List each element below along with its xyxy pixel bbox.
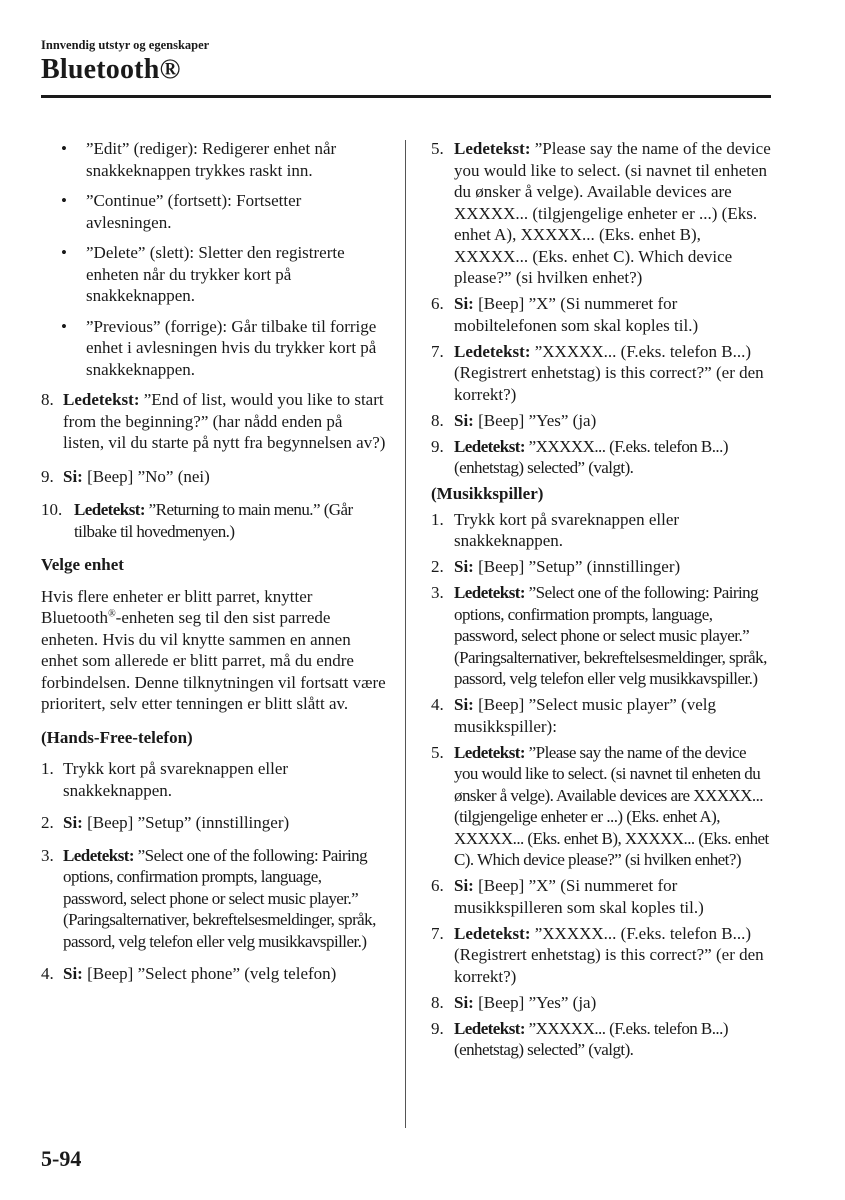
list-item: 3. Ledetekst: ”Select one of the following: Pairing options, confirmation prompts, language, password, select phone or select music player.” (Paringsalternativer, bekreftelsesmeldinger, språk, passord, velg telefon eller velg musikkavspiller.) — [431, 583, 767, 688]
list-item: 1. Trykk kort på svareknappen eller snakkeknappen. — [431, 509, 680, 550]
right-column — [431, 138, 773, 1065]
list-item: 7. Ledetekst: ”XXXXX... (F.eks. telefon B...) (Registrert enhetstag) is this correct?” (er den korrekt?) — [431, 923, 764, 986]
list-item: 9. Ledetekst: ”XXXXX... (F.eks. telefon B...) (enhetstag) selected” (valgt). — [431, 436, 728, 477]
title-rule — [41, 95, 771, 98]
section-heading: Velge enhet — [41, 555, 124, 574]
page-number: 5-94 — [41, 1146, 82, 1171]
list-item: 9. Si: [Beep] ”No” (nei) — [41, 466, 210, 486]
bullet-item: • ”Edit” (rediger): Redigerer enhet når snakkeknappen trykkes raskt inn. — [61, 139, 337, 180]
list-item: 8. Si: [Beep] ”Yes” (ja) — [431, 992, 597, 1012]
bullet-list — [41, 138, 386, 380]
list-item: 10. Ledetekst: ”Returning to main menu.” (Går tilbake til hovedmenyen.) — [41, 500, 353, 541]
list-item: 4. Si: [Beep] ”Select music player” (velg musikkspiller): — [431, 695, 716, 736]
section-label: Innvendig utstyr og egenskaper — [41, 38, 210, 52]
list-item: 4. Si: [Beep] ”Select phone” (velg telefon) — [41, 964, 337, 983]
list-item: 2. Si: [Beep] ”Setup” (innstillinger) — [41, 813, 290, 832]
list-item: 7. Ledetekst: ”XXXXX... (F.eks. telefon B...) (Registrert enhetstag) is this correct?” (er den korrekt?) — [431, 341, 764, 404]
left-column — [41, 138, 386, 989]
column-divider — [405, 140, 406, 1128]
list-item: 8. Si: [Beep] ”Yes” (ja) — [431, 410, 597, 430]
bullet-item: • ”Delete” (slett): Sletter den registrerte enheten når du trykker kort på snakkeknappen. — [61, 243, 345, 305]
list-item: 9. Ledetekst: ”XXXXX... (F.eks. telefon B...) (enhetstag) selected” (valgt). — [431, 1018, 728, 1059]
list-item: 5. Ledetekst: ”Please say the name of the device you would like to select. (si navnet til enheten du ønsker å velge). Available devices are XXXXX... (tilgjengelige enheter er ...) (Eks. enhet A), XXXXX... (Eks. enhet B), XXXXX... (Eks. enhet C). Which device please?” (si hvilken enhet?) — [431, 139, 771, 287]
bullet-item: • ”Continue” (fortsett): Fortsetter avlesningen. — [61, 191, 302, 232]
list-item: 3. Ledetekst: ”Select one of the following: Pairing options, confirmation prompts, language, password, select phone or select music player.” (Paringsalternativer, bekreftelsesmeldinger, språk, passord, velg telefon eller velg musikkavspiller.) — [41, 845, 376, 951]
paragraph: Hvis flere enheter er blitt parret, knytter Bluetooth®-enheten seg til den sist parrede enheten. Hvis du vil knytte sammen en annen enhet som allerede er blitt parret, må du endre forbindelsen. Denne tilknytningen vil fortsatt være prioritert, selv etter tenningen er blitt slått av. — [41, 586, 386, 713]
section-heading: (Hands-Free-telefon) — [41, 727, 193, 747]
list-item: 6. Si: [Beep] ”X” (Si nummeret for musikkspilleren som skal koples til.) — [431, 876, 704, 917]
list-item: 2. Si: [Beep] ”Setup” (innstillinger) — [431, 557, 681, 576]
list-item: 1. Trykk kort på svareknappen eller snakkeknappen. — [41, 759, 289, 800]
list-item: 5. Ledetekst: ”Please say the name of the device you would like to select. (si navnet til enheten du ønsker å velge). Available devices are XXXXX... (tilgjengelige enheter er ...) (Eks. enhet A), XXXXX... (Eks. enhet B), XXXXX... (Eks. enhet C). Which device please?” (si hvilken enhet?) — [431, 742, 769, 869]
section-heading: (Musikkspiller) — [431, 484, 544, 503]
page-title: Bluetooth® — [41, 54, 181, 85]
list-item: 6. Si: [Beep] ”X” (Si nummeret for mobiltelefonen som skal koples til.) — [431, 294, 699, 335]
list-item: 8. Ledetekst: ”End of list, would you like to start from the beginning?” (har nådd enden på listen, vil du starte på nytt fra begynnelsen av?) — [41, 390, 386, 452]
bullet-item: • ”Previous” (forrige): Går tilbake til forrige enhet i avlesningen hvis du trykker kort på snakkeknappen. — [61, 316, 377, 379]
